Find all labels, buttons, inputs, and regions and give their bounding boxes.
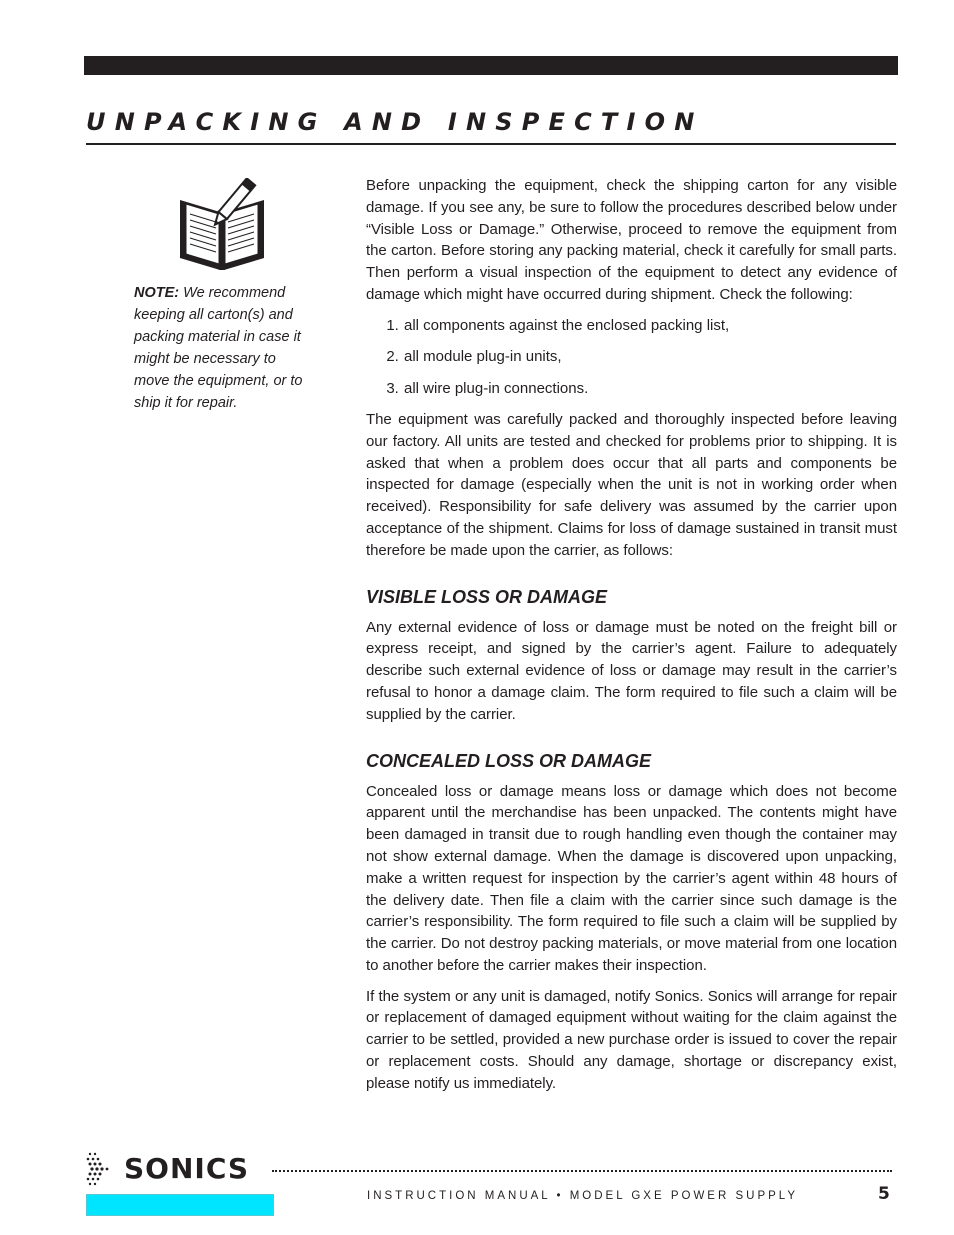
sidebar-note [134, 282, 314, 414]
concealed-loss-heading: CONCEALED LOSS OR DAMAGE [366, 750, 652, 771]
footer-dotted-rule [272, 1170, 892, 1172]
visible-loss-heading: VISIBLE LOSS OR DAMAGE [366, 586, 608, 607]
page-number: 5 [878, 1184, 890, 1204]
list-item: 1. all components against the enclosed packing list, [403, 315, 897, 337]
carrier-paragraph: The equipment was carefully packed and thoroughly inspected before leaving our factory. All units are tested and checked for problems prior to shipping. It is asked that when a problem does occur that all parts and components be inspected for damage (especially when the unit is not in working order when received). Responsibility for safe delivery was assumed by the carrier upon acceptance of the shipment. Claims for loss of damage sustained in transit must therefore be made upon the carrier, as follows: [366, 410, 897, 559]
main-content [366, 175, 897, 1104]
footer-accent-bar [87, 1195, 273, 1215]
note-text: We recommend keeping all carton(s) and packing material in case it might be necessary to move the equipment, or to ship it for repair. [134, 285, 303, 411]
list-item: 3. all wire plug-in connections. [403, 378, 897, 400]
note-label: NOTE: [134, 285, 180, 301]
intro-paragraph: Before unpacking the equipment, check the shipping carton for any visible damage. If you see any, be sure to follow the procedures described below under “Visible Loss or Damage.” Otherwise, proceed to remove the equipment from the carton. Before storing any packing material, check it carefully for small parts. Then perform a visual inspection of the equipment to detect any evidence of damage which might have occurred during shipment. Check the following: [366, 177, 897, 303]
footer-manual-label: INSTRUCTION MANUAL • MODEL GXE POWER SUPPLY [367, 1190, 799, 1202]
book-pencil-icon [172, 178, 272, 274]
inspection-checklist [366, 315, 897, 400]
visible-loss-paragraph: Any external evidence of loss or damage must be noted on the freight bill or express receipt, and signed by the carrier’s agent. Failure to adequately describe such external evidence of loss or damage may result in the carrier’s refusal to honor a damage claim. The form required to file such a claim will be supplied by the carrier. [366, 618, 897, 723]
page-title: UNPACKING AND INSPECTION [86, 108, 704, 136]
notify-paragraph: If the system or any unit is damaged, notify Sonics. Sonics will arrange for repair or replacement of damaged equipment without waiting for the claim against the carrier to be settled, provided a new purchase order is issued to cover the repair or replacement costs. Should any damage, shortage or discrepancy exist, please notify us immediately. [366, 987, 897, 1092]
title-divider [86, 143, 896, 145]
header-bar [84, 56, 898, 75]
concealed-loss-paragraph: Concealed loss or damage means loss or damage which does not become apparent until the merchandise has been unpacked. The contents might have been damaged in transit due to rough handling even though the container may not show external damage. When the damage is discovered upon unpacking, make a written request for inspection by the carrier’s agent within 48 hours of the delivery date. Then file a claim with the carrier since such damage is the carrier’s responsibility. The form required to file such a claim will be supplied by the carrier. Do not destroy packing materials, or move material from one location to another before the carrier makes their inspection. [366, 782, 897, 974]
sonics-logo-icon [86, 1151, 114, 1189]
list-item: 2. all module plug-in units, [403, 346, 897, 368]
brand-logo: SONICS [124, 1152, 250, 1185]
